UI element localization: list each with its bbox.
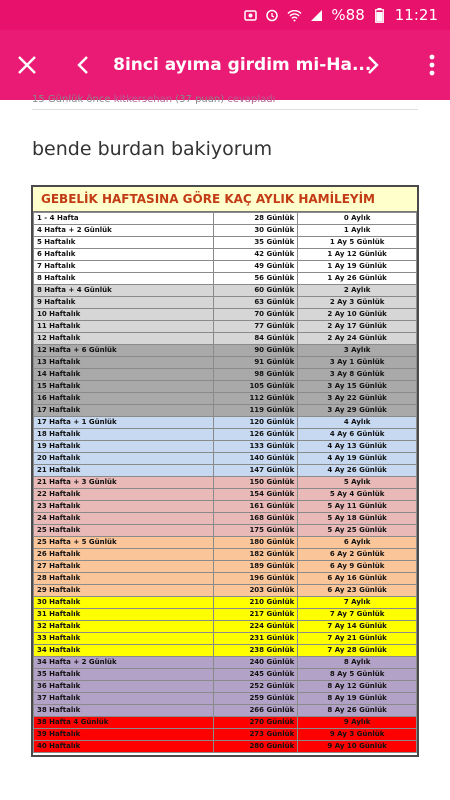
days-cell: 280 Günlük bbox=[214, 741, 298, 753]
days-cell: 133 Günlük bbox=[214, 441, 298, 453]
table-row bbox=[34, 429, 417, 441]
table-row bbox=[34, 309, 417, 321]
week-cell: 21 Hafta + 3 Günlük bbox=[34, 477, 214, 489]
months-cell: 6 Ay 9 Günlük bbox=[298, 561, 417, 573]
week-cell: 24 Haftalık bbox=[34, 513, 214, 525]
battery-icon bbox=[373, 8, 387, 22]
months-cell: 5 Ay 18 Günlük bbox=[298, 513, 417, 525]
table-row bbox=[34, 381, 417, 393]
months-cell: 2 Aylık bbox=[298, 285, 417, 297]
previous-button[interactable] bbox=[65, 30, 101, 100]
days-cell: 49 Günlük bbox=[214, 261, 298, 273]
days-cell: 210 Günlük bbox=[214, 597, 298, 609]
months-cell: 8 Ay 19 Günlük bbox=[298, 693, 417, 705]
pregnancy-table-image[interactable] bbox=[31, 185, 419, 757]
table-row bbox=[34, 573, 417, 585]
table-row bbox=[34, 657, 417, 669]
week-cell: 36 Haftalık bbox=[34, 681, 214, 693]
days-cell: 150 Günlük bbox=[214, 477, 298, 489]
months-cell: 3 Ay 15 Günlük bbox=[298, 381, 417, 393]
months-cell: 9 Ay 3 Günlük bbox=[298, 729, 417, 741]
table-row bbox=[34, 705, 417, 717]
table-row bbox=[34, 285, 417, 297]
days-cell: 126 Günlük bbox=[214, 429, 298, 441]
months-cell: 4 Ay 26 Günlük bbox=[298, 465, 417, 477]
days-cell: 98 Günlük bbox=[214, 369, 298, 381]
wifi-icon bbox=[287, 8, 301, 22]
days-cell: 240 Günlük bbox=[214, 657, 298, 669]
months-cell: 6 Aylık bbox=[298, 537, 417, 549]
months-cell: 5 Ay 25 Günlük bbox=[298, 525, 417, 537]
months-cell: 3 Ay 29 Günlük bbox=[298, 405, 417, 417]
days-cell: 70 Günlük bbox=[214, 309, 298, 321]
table-row bbox=[34, 525, 417, 537]
table-row bbox=[34, 441, 417, 453]
months-cell: 7 Aylık bbox=[298, 597, 417, 609]
days-cell: 259 Günlük bbox=[214, 693, 298, 705]
week-cell: 1 - 4 Hafta bbox=[34, 213, 214, 225]
week-cell: 10 Haftalık bbox=[34, 309, 214, 321]
months-cell: 0 Aylık bbox=[298, 213, 417, 225]
days-cell: 56 Günlük bbox=[214, 273, 298, 285]
week-cell: 26 Haftalık bbox=[34, 549, 214, 561]
days-cell: 140 Günlük bbox=[214, 453, 298, 465]
table-row bbox=[34, 633, 417, 645]
week-cell: 5 Haftalık bbox=[34, 237, 214, 249]
next-button[interactable] bbox=[355, 30, 391, 100]
months-cell: 5 Ay 11 Günlük bbox=[298, 501, 417, 513]
week-cell: 34 Hafta + 2 Günlük bbox=[34, 657, 214, 669]
week-cell: 16 Haftalık bbox=[34, 393, 214, 405]
chevron-right-icon bbox=[367, 55, 379, 75]
week-cell: 33 Haftalık bbox=[34, 633, 214, 645]
days-cell: 154 Günlük bbox=[214, 489, 298, 501]
week-cell: 14 Haftalık bbox=[34, 369, 214, 381]
table-row bbox=[34, 489, 417, 501]
months-cell: 1 Ay 26 Günlük bbox=[298, 273, 417, 285]
table-row bbox=[34, 333, 417, 345]
week-cell: 9 Haftalık bbox=[34, 297, 214, 309]
week-cell: 25 Haftalık bbox=[34, 525, 214, 537]
week-cell: 12 Hafta + 6 Günlük bbox=[34, 345, 214, 357]
months-cell: 7 Ay 21 Günlük bbox=[298, 633, 417, 645]
alarm-icon bbox=[265, 8, 279, 22]
close-icon bbox=[17, 55, 37, 75]
week-cell: 30 Haftalık bbox=[34, 597, 214, 609]
months-cell: 6 Ay 2 Günlük bbox=[298, 549, 417, 561]
meta-answered: cevapladı bbox=[227, 94, 276, 105]
table-row bbox=[34, 393, 417, 405]
table-row bbox=[34, 741, 417, 753]
months-cell: 4 Ay 6 Günlük bbox=[298, 429, 417, 441]
months-cell: 3 Ay 8 Günlük bbox=[298, 369, 417, 381]
days-cell: 119 Günlük bbox=[214, 405, 298, 417]
week-cell: 23 Haftalık bbox=[34, 501, 214, 513]
week-cell: 25 Hafta + 5 Günlük bbox=[34, 537, 214, 549]
week-cell: 37 Haftalık bbox=[34, 693, 214, 705]
days-cell: 238 Günlük bbox=[214, 645, 298, 657]
week-cell: 4 Hafta + 2 Günlük bbox=[34, 225, 214, 237]
week-cell: 11 Haftalık bbox=[34, 321, 214, 333]
days-cell: 147 Günlük bbox=[214, 465, 298, 477]
week-cell: 17 Hafta + 1 Günlük bbox=[34, 417, 214, 429]
meta-user-link[interactable]: kitkersehan bbox=[113, 94, 173, 105]
months-cell: 7 Ay 28 Günlük bbox=[298, 645, 417, 657]
months-cell: 6 Ay 16 Günlük bbox=[298, 573, 417, 585]
table-row bbox=[34, 645, 417, 657]
months-cell: 3 Ay 1 Günlük bbox=[298, 357, 417, 369]
days-cell: 105 Günlük bbox=[214, 381, 298, 393]
days-cell: 120 Günlük bbox=[214, 417, 298, 429]
table-row bbox=[34, 405, 417, 417]
content-area bbox=[0, 94, 450, 800]
days-cell: 35 Günlük bbox=[214, 237, 298, 249]
table-row bbox=[34, 561, 417, 573]
days-cell: 161 Günlük bbox=[214, 501, 298, 513]
months-cell: 3 Ay 22 Günlük bbox=[298, 393, 417, 405]
months-cell: 8 Aylık bbox=[298, 657, 417, 669]
days-cell: 60 Günlük bbox=[214, 285, 298, 297]
table-row bbox=[34, 453, 417, 465]
previous-answer-meta bbox=[32, 96, 418, 108]
days-cell: 203 Günlük bbox=[214, 585, 298, 597]
pregnancy-table bbox=[33, 212, 417, 753]
week-cell: 18 Haftalık bbox=[34, 429, 214, 441]
week-cell: 22 Haftalık bbox=[34, 489, 214, 501]
table-row bbox=[34, 369, 417, 381]
meta-time: 15 Günlük önce bbox=[32, 94, 111, 105]
months-cell: 6 Ay 23 Günlük bbox=[298, 585, 417, 597]
table-row bbox=[34, 693, 417, 705]
divider bbox=[32, 109, 418, 110]
week-cell: 31 Haftalık bbox=[34, 609, 214, 621]
table-row bbox=[34, 417, 417, 429]
meta-points: (37 puan) bbox=[175, 94, 225, 105]
months-cell: 8 Ay 5 Günlük bbox=[298, 669, 417, 681]
months-cell: 4 Ay 13 Günlük bbox=[298, 441, 417, 453]
months-cell: 3 Aylık bbox=[298, 345, 417, 357]
page-title: 8inci ayıma girdim mi-Ha... bbox=[113, 55, 372, 75]
days-cell: 270 Günlük bbox=[214, 717, 298, 729]
week-cell: 38 Hafta 4 Günlük bbox=[34, 717, 214, 729]
week-cell: 8 Hafta + 4 Günlük bbox=[34, 285, 214, 297]
days-cell: 30 Günlük bbox=[214, 225, 298, 237]
months-cell: 1 Aylık bbox=[298, 225, 417, 237]
table-row bbox=[34, 321, 417, 333]
days-cell: 217 Günlük bbox=[214, 609, 298, 621]
week-cell: 32 Haftalık bbox=[34, 621, 214, 633]
days-cell: 168 Günlük bbox=[214, 513, 298, 525]
more-vertical-icon bbox=[429, 54, 435, 76]
table-row bbox=[34, 729, 417, 741]
months-cell: 4 Aylık bbox=[298, 417, 417, 429]
days-cell: 182 Günlük bbox=[214, 549, 298, 561]
months-cell: 2 Ay 17 Günlük bbox=[298, 321, 417, 333]
comment-text: bende burdan bakiyorum bbox=[32, 138, 273, 160]
months-cell: 2 Ay 10 Günlük bbox=[298, 309, 417, 321]
days-cell: 90 Günlük bbox=[214, 345, 298, 357]
signal-icon bbox=[309, 8, 323, 22]
table-row bbox=[34, 213, 417, 225]
close-button[interactable] bbox=[0, 30, 55, 100]
table-row bbox=[34, 537, 417, 549]
months-cell: 1 Ay 5 Günlük bbox=[298, 237, 417, 249]
battery-percent: %88 bbox=[331, 6, 365, 24]
week-cell: 40 Haftalık bbox=[34, 741, 214, 753]
days-cell: 224 Günlük bbox=[214, 621, 298, 633]
week-cell: 15 Haftalık bbox=[34, 381, 214, 393]
week-cell: 7 Haftalık bbox=[34, 261, 214, 273]
days-cell: 266 Günlük bbox=[214, 705, 298, 717]
week-cell: 19 Haftalık bbox=[34, 441, 214, 453]
days-cell: 91 Günlük bbox=[214, 357, 298, 369]
week-cell: 21 Haftalık bbox=[34, 465, 214, 477]
days-cell: 196 Günlük bbox=[214, 573, 298, 585]
days-cell: 189 Günlük bbox=[214, 561, 298, 573]
days-cell: 84 Günlük bbox=[214, 333, 298, 345]
week-cell: 28 Haftalık bbox=[34, 573, 214, 585]
months-cell: 5 Aylık bbox=[298, 477, 417, 489]
week-cell: 38 Haftalık bbox=[34, 705, 214, 717]
months-cell: 7 Ay 14 Günlük bbox=[298, 621, 417, 633]
table-title: GEBELİK HAFTASINA GÖRE KAÇ AYLIK HAMİLEYİM bbox=[33, 187, 417, 212]
more-options-button[interactable] bbox=[414, 30, 450, 100]
days-cell: 112 Günlük bbox=[214, 393, 298, 405]
days-cell: 77 Günlük bbox=[214, 321, 298, 333]
table-row bbox=[34, 477, 417, 489]
months-cell: 2 Ay 3 Günlük bbox=[298, 297, 417, 309]
days-cell: 180 Günlük bbox=[214, 537, 298, 549]
table-row bbox=[34, 465, 417, 477]
table-row bbox=[34, 609, 417, 621]
chevron-left-icon bbox=[77, 55, 89, 75]
clock: 11:21 bbox=[394, 6, 438, 24]
months-cell: 1 Ay 19 Günlük bbox=[298, 261, 417, 273]
months-cell: 8 Ay 26 Günlük bbox=[298, 705, 417, 717]
table-row bbox=[34, 549, 417, 561]
week-cell: 20 Haftalık bbox=[34, 453, 214, 465]
days-cell: 273 Günlük bbox=[214, 729, 298, 741]
week-cell: 29 Haftalık bbox=[34, 585, 214, 597]
table-row bbox=[34, 681, 417, 693]
table-row bbox=[34, 273, 417, 285]
table-row bbox=[34, 225, 417, 237]
months-cell: 4 Ay 19 Günlük bbox=[298, 453, 417, 465]
week-cell: 13 Haftalık bbox=[34, 357, 214, 369]
week-cell: 17 Haftalık bbox=[34, 405, 214, 417]
days-cell: 231 Günlük bbox=[214, 633, 298, 645]
app-bar bbox=[0, 30, 450, 100]
months-cell: 9 Aylık bbox=[298, 717, 417, 729]
status-bar bbox=[0, 0, 450, 30]
week-cell: 8 Haftalık bbox=[34, 273, 214, 285]
table-row bbox=[34, 237, 417, 249]
table-row bbox=[34, 249, 417, 261]
months-cell: 9 Ay 10 Günlük bbox=[298, 741, 417, 753]
table-row bbox=[34, 669, 417, 681]
days-cell: 28 Günlük bbox=[214, 213, 298, 225]
days-cell: 42 Günlük bbox=[214, 249, 298, 261]
week-cell: 12 Haftalık bbox=[34, 333, 214, 345]
week-cell: 34 Haftalık bbox=[34, 645, 214, 657]
week-cell: 6 Haftalık bbox=[34, 249, 214, 261]
table-row bbox=[34, 501, 417, 513]
days-cell: 245 Günlük bbox=[214, 669, 298, 681]
table-row bbox=[34, 621, 417, 633]
table-row bbox=[34, 597, 417, 609]
table-row bbox=[34, 357, 417, 369]
week-cell: 39 Haftalık bbox=[34, 729, 214, 741]
days-cell: 252 Günlük bbox=[214, 681, 298, 693]
months-cell: 8 Ay 12 Günlük bbox=[298, 681, 417, 693]
days-cell: 175 Günlük bbox=[214, 525, 298, 537]
months-cell: 7 Ay 7 Günlük bbox=[298, 609, 417, 621]
table-row bbox=[34, 345, 417, 357]
months-cell: 2 Ay 24 Günlük bbox=[298, 333, 417, 345]
table-row bbox=[34, 297, 417, 309]
table-row bbox=[34, 585, 417, 597]
table-row bbox=[34, 717, 417, 729]
week-cell: 27 Haftalık bbox=[34, 561, 214, 573]
table-row bbox=[34, 261, 417, 273]
table-row bbox=[34, 513, 417, 525]
week-cell: 35 Haftalık bbox=[34, 669, 214, 681]
months-cell: 1 Ay 12 Günlük bbox=[298, 249, 417, 261]
photo-notification-icon bbox=[243, 8, 257, 22]
days-cell: 63 Günlük bbox=[214, 297, 298, 309]
months-cell: 5 Ay 4 Günlük bbox=[298, 489, 417, 501]
